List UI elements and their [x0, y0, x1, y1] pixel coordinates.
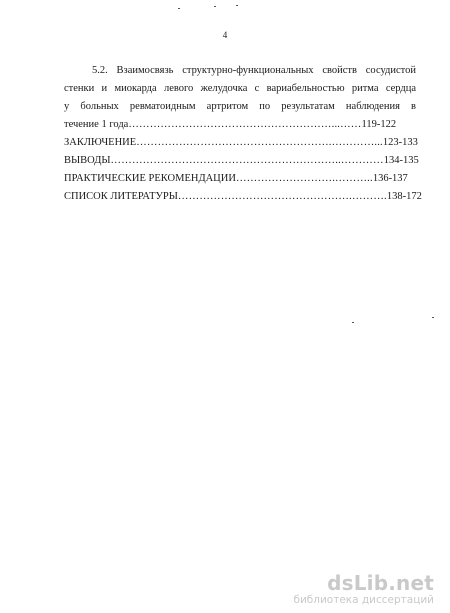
toc-entry-text: ВЫВОДЫ	[64, 155, 111, 166]
toc-line: стенки и миокарда левого желудочка с вариабельностью ритма сердца	[64, 83, 416, 94]
toc-entry-findings	[64, 152, 419, 170]
scan-speck	[178, 8, 180, 9]
toc-entry-recommendations	[64, 170, 416, 188]
toc-entry-text: СПИСОК ЛИТЕРАТУРЫ	[64, 191, 178, 202]
table-of-contents	[64, 62, 422, 206]
toc-page-range: 138-172	[386, 191, 422, 202]
toc-leader-dots: ………………………………………….……….	[177, 191, 387, 202]
toc-leader-dots: ……………………….………..	[235, 173, 373, 184]
toc-line	[64, 116, 416, 134]
page-number: 4	[222, 30, 228, 40]
toc-leader-dots: ………………………………………………………..…………	[110, 155, 384, 166]
watermark	[293, 572, 434, 607]
toc-entry-bibliography	[64, 188, 422, 206]
toc-page-range: 134-135	[383, 155, 419, 166]
toc-line: 5.2. Взаимосвязь структурно-функциональных свойств сосудистой	[92, 65, 416, 76]
toc-leader-dots: …………………………………………………...……	[128, 119, 362, 130]
scan-speck	[352, 322, 354, 323]
scan-speck	[432, 317, 434, 318]
toc-line: у больных ревматоидным артритом по результатам наблюдения в	[64, 101, 416, 112]
scan-speck	[214, 6, 216, 7]
toc-page-range: 119-122	[361, 119, 397, 130]
toc-leader-dots: ……………………………………………….…………...	[136, 137, 383, 148]
watermark-logo: dsLib.net	[327, 571, 434, 595]
toc-entry-conclusion	[64, 134, 416, 152]
toc-entry-text: ПРАКТИЧЕСКИЕ РЕКОМЕНДАЦИИ	[64, 173, 236, 184]
scan-speck	[236, 5, 238, 6]
toc-entry-text: течение 1 года	[64, 119, 129, 130]
toc-page-range: 136-137	[372, 173, 408, 184]
watermark-subtitle: библиотека диссертаций	[293, 594, 434, 606]
toc-page-range: 123-133	[382, 137, 418, 148]
toc-entry-section-5-2	[64, 62, 416, 134]
toc-entry-text: ЗАКЛЮЧЕНИЕ	[64, 137, 137, 148]
